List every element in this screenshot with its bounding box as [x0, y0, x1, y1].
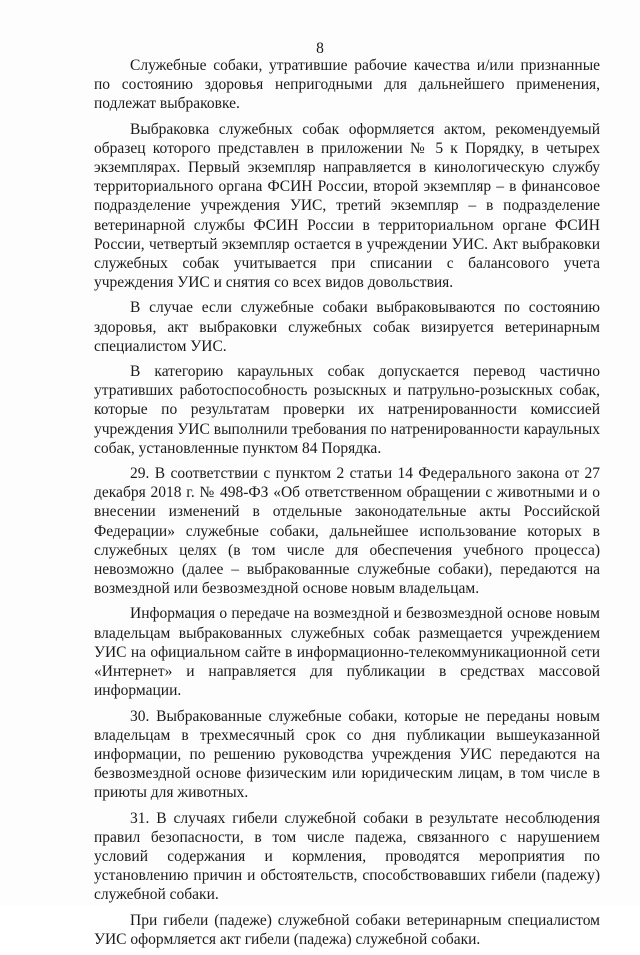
- paragraph: 31. В случаях гибели служебной собаки в результате несоблюдения правил безопасности, в том числе падежа, связанного с нарушением условий содержания и кормления, проводятся мероприятия по установлению причин и обстоятельств, способствовавших гибели (падежу) служебной собаки.: [94, 809, 600, 904]
- document-body: [94, 56, 600, 955]
- paragraph: 29. В соответствии с пунктом 2 статьи 14 Федерального закона от 27 декабря 2018 г. № 498-ФЗ «Об ответственном обращении с животными и о внесении изменений в отдельные законодательные акты Российской Федерации» служебные собаки, дальнейшее использование которых в служебных целях (в том числе для обеспечения учебного процесса) невозможно (далее – выбракованные служебные собаки), передаются на возмездной или безвозмездной основе новым владельцам.: [94, 465, 600, 598]
- paragraph: При гибели (падеже) служебной собаки ветеринарным специалистом УИС оформляется акт гибели (падежа) служебной собаки.: [94, 911, 600, 948]
- paragraph: 30. Выбракованные служебные собаки, которые не переданы новым владельцам в трехмесячный срок со дня публикации вышеуказанной информации, по решению руководства учреждения УИС передаются на безвозмездной основе физическим или юридическим лицам, в том числе в приюты для животных.: [94, 707, 600, 802]
- paragraph: В случае если служебные собаки выбраковываются по состоянию здоровья, акт выбраковки служебных собак визируется ветеринарным специалистом УИС.: [94, 299, 600, 355]
- paragraph: В категорию караульных собак допускается перевод частично утративших работоспособность розыскных и патрульно-розыскных собак, которые по результатам проверки их натренированности комиссией учреждения УИС выполнили требования по натренированности караульных собак, установленные пунктом 84 Порядка.: [94, 363, 600, 457]
- page-number: 8: [316, 40, 324, 57]
- paragraph: Информация о передаче на возмездной и безвозмездной основе новым владельцам выбракованных служебных собак размещается учреждением УИС на официальном сайте в информационно-телекоммуникационной сети «Интернет» и направляется для публикации в средствах массовой информации.: [94, 605, 600, 700]
- paragraph: Выбраковка служебных собак оформляется актом, рекомендуемый образец которого представлен в приложении № 5 к Порядку, в четырех экземплярах. Первый экземпляр направляется в кинологическую службу территориального органа ФСИН России, второй экземпляр – в финансовое подразделение учреждения УИС, третий экземпляр – в подразделение ветеринарной службы ФСИН России в территориальном органе ФСИН России, четвертый экземпляр остается в учреждении УИС. Акт выбраковки служебных собак учитывается при списании с балансового учета учреждения УИС и снятия со всех видов довольствия.: [94, 120, 600, 292]
- paragraph: Служебные собаки, утратившие рабочие качества и/или признанные по состоянию здоровья непригодными для дальнейшего применения, подлежат выбраковке.: [94, 57, 600, 113]
